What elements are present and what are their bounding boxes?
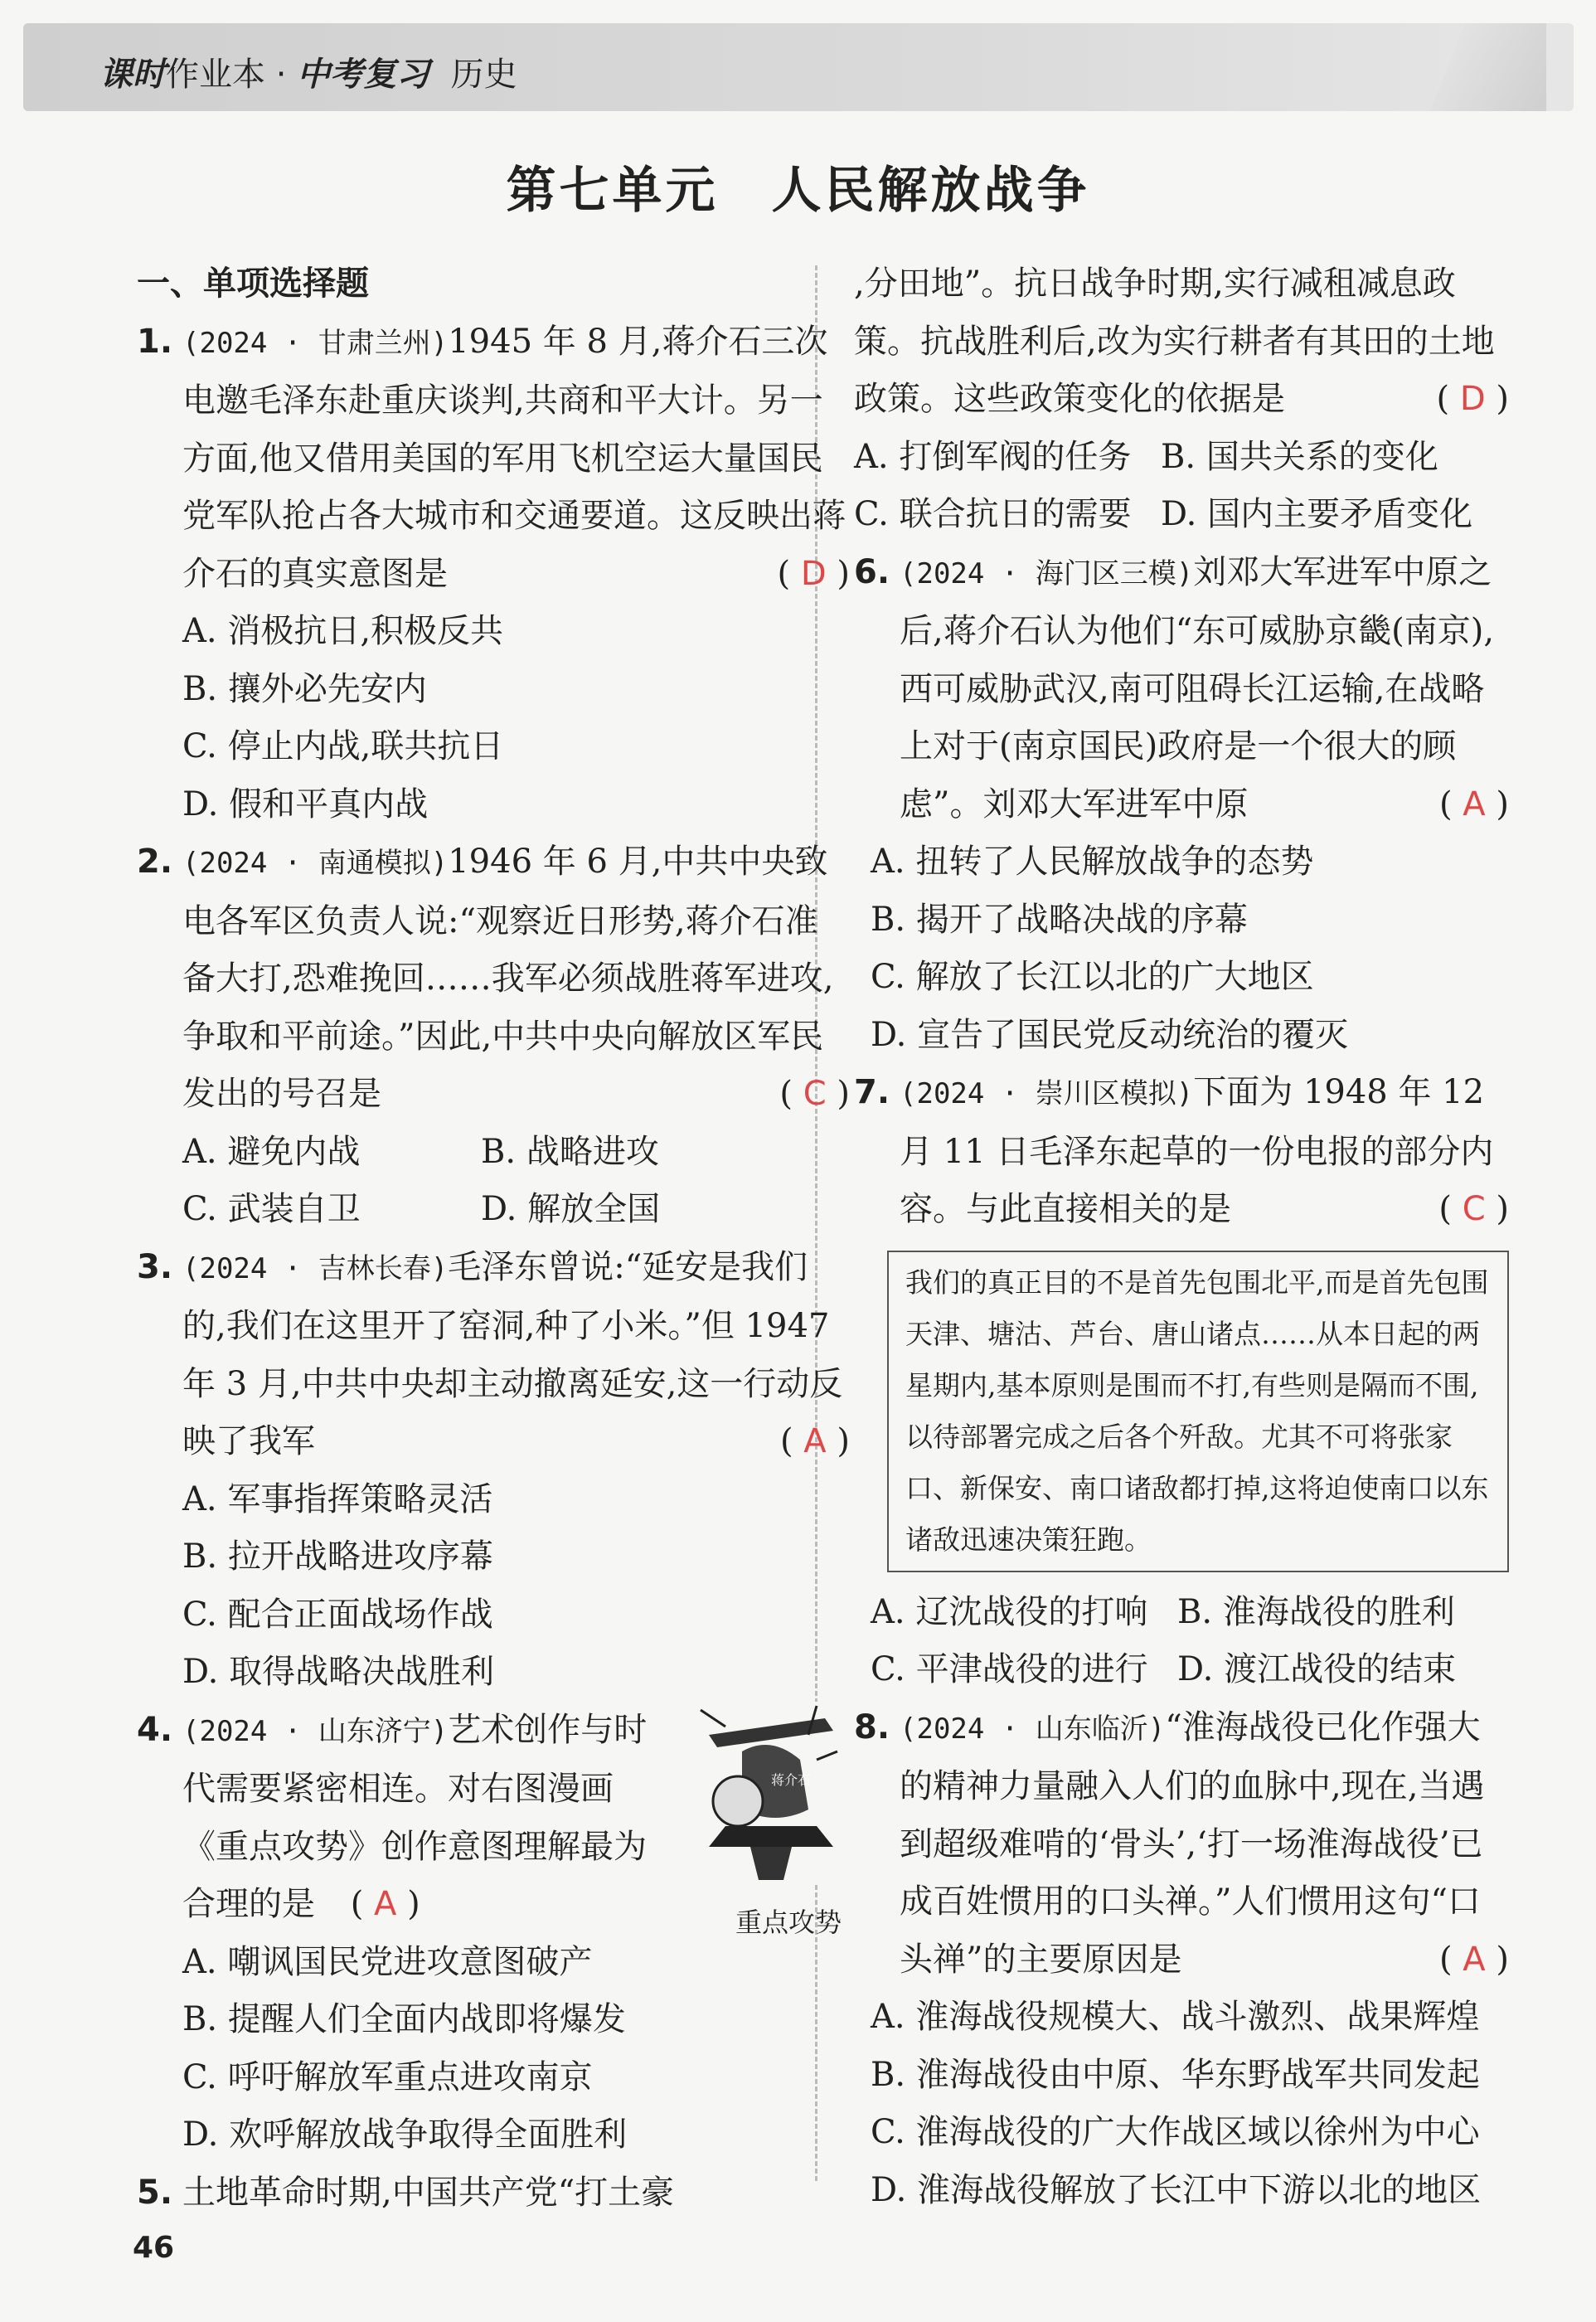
option: B. 国共关系的变化 — [1161, 437, 1438, 476]
answer-letter: A — [1463, 1940, 1486, 1979]
question-source: (2024 · 山东临沂) — [900, 1712, 1166, 1746]
option-row — [854, 486, 1509, 544]
question-text: 下面为 1948 年 12 月 11 日毛泽东起草的一份电报的部分内容。与此直接相关的是 — [900, 1073, 1494, 1228]
option: D. 假和平真内战 — [182, 785, 429, 823]
option: C. 平津战役的进行 — [871, 1650, 1148, 1688]
section-title: 一、单项选择题 — [137, 265, 369, 303]
header-series-rest: 作业本 · — [166, 56, 298, 94]
question-text: 艺术创作与时代需要紧密相连。对右图漫画《重点攻势》创作意图理解最为合理的是 — [182, 1710, 648, 1923]
question-text: “淮海战役已化作强大的精神力量融入人们的血脉中,现在,当遇到超级难啃的‘骨头’,‘打一场淮海战役’已成百姓惯用的口头禅。”人们惯用这句“口头禅”的主要原因是 — [900, 1707, 1485, 1979]
question-6 — [854, 544, 1509, 834]
option: A. 淮海战役规模大、战斗激烈、战果辉煌 — [871, 1998, 1480, 2036]
question-source: (2024 · 海门区三模) — [900, 556, 1194, 590]
cartoon-illustration — [692, 1702, 850, 1884]
question-7 — [854, 1064, 1509, 1239]
option: C. 配合正面战场作战 — [182, 1595, 493, 1634]
option-row — [854, 1641, 1509, 1699]
option: A. 嘲讽国民党进攻意图破产 — [182, 1942, 593, 1981]
answer-letter: A — [803, 1422, 827, 1460]
question-number: 6. — [854, 552, 890, 591]
answer-bracket: ( A ) — [350, 1885, 420, 1923]
question-source: (2024 · 崇川区模拟) — [900, 1077, 1194, 1110]
question-number: 5. — [137, 2173, 173, 2212]
page-number: 46 — [133, 2231, 175, 2265]
question-text: 1946 年 6 月,中共中央致电各军区负责人说:“观察近日形势,蒋介石准备大打,恐难挽回……我军必须战胜蒋军进攻,争取和平前途。”因此,中共中央向解放区军民发出的号召是 — [182, 843, 834, 1113]
question-1 — [137, 313, 850, 604]
option: D. 解放全国 — [481, 1190, 661, 1228]
question-2 — [137, 833, 850, 1124]
option: D. 欢呼解放战争取得全面胜利 — [182, 2116, 628, 2154]
telegram-quote: 我们的真正目的不是首先包围北平,而是首先包围天津、塘沽、芦台、唐山诸点……从本日起的两星期内,基本原则是围而不打,有些则是隔而不围,以待部署完成之后各个歼敌。尤其不可将张家口、新保安、南口诸敌都打掉,这将迫使南口以东诸敌迅速决策狂跑。 — [887, 1251, 1509, 1572]
question-text-part2: ,分田地”。抗日战争时期,实行减租减息政策。抗战胜利后,改为实行耕者有其田的土地政策。这些政策变化的依据是 — [854, 265, 1495, 418]
answer-bracket: ( D ) — [1436, 380, 1509, 418]
option: D. 取得战略决战胜利 — [182, 1653, 495, 1691]
option: A. 打倒军阀的任务 — [854, 437, 1132, 476]
header-subject: 历史 — [450, 56, 517, 94]
question-number: 7. — [854, 1073, 890, 1111]
option-row — [854, 1584, 1509, 1642]
option: D. 渡江战役的结束 — [1177, 1650, 1457, 1688]
unit-title: 第七单元 人民解放战争 — [506, 162, 1090, 220]
option: A. 军事指挥策略灵活 — [182, 1479, 493, 1518]
question-number: 1. — [137, 322, 173, 361]
option-row — [137, 1181, 850, 1239]
option: C. 淮海战役的广大作战区域以徐州为中心 — [871, 2113, 1480, 2151]
option: A. 扭转了人民解放战争的态势 — [871, 843, 1314, 881]
question-number: 3. — [137, 1247, 173, 1286]
option: D. 宣告了国民党反动统治的覆灭 — [871, 1015, 1349, 1054]
cartoon-label: 蒋介石 — [771, 1771, 812, 1788]
answer-letter: D — [800, 554, 827, 593]
option: D. 淮海战役解放了长江中下游以北的地区 — [871, 2170, 1482, 2209]
answer-letter: D — [1459, 380, 1486, 418]
option: B. 战略进攻 — [481, 1132, 659, 1171]
option: A. 消极抗日,积极反共 — [182, 612, 504, 650]
header-series-bold: 课时 — [99, 56, 166, 94]
option: B. 淮海战役由中原、华东野战军共同发起 — [871, 2055, 1480, 2094]
option: B. 拉开战略进攻序幕 — [182, 1537, 493, 1576]
option: C. 呼吁解放军重点进攻南京 — [182, 2057, 593, 2096]
answer-bracket: ( C ) — [1438, 1190, 1509, 1228]
option: C. 解放了长江以北的广大地区 — [871, 958, 1314, 996]
option-row — [854, 429, 1509, 487]
answer-letter: A — [374, 1885, 397, 1923]
question-source: (2024 · 甘肃兰州) — [182, 326, 449, 360]
answer-letter: C — [1462, 1190, 1486, 1228]
option: B. 提醒人们全面内战即将爆发 — [182, 2000, 626, 2038]
question-source: (2024 · 山东济宁) — [182, 1714, 449, 1748]
question-text: 刘邓大军进军中原之后,蒋介石认为他们“东可威胁京畿(南京),西可威胁武汉,南可阻碍长江运输,在战略上对于(南京国民)政府是一个很大的顾虑”。刘邓大军进军中原 — [900, 552, 1495, 823]
question-text: 毛泽东曾说:“延安是我们的,我们在这里开了窑洞,种了小米。”但 1947 年 3 月,中共中央却主动撤离延安,这一行动反映了我军 — [182, 1247, 843, 1460]
question-text: 1945 年 8 月,蒋介石三次电邀毛泽东赴重庆谈判,共商和平大计。另一方面,他又借用美国的军用飞机空运大量国民党军队抢占各大城市和交通要道。这反映出蒋介石的真实意图是 — [182, 322, 846, 593]
option: C. 武装自卫 — [182, 1190, 361, 1228]
left-column — [137, 255, 850, 2222]
option: A. 辽沈战役的打响 — [871, 1592, 1148, 1631]
header-title — [99, 48, 517, 95]
option: D. 国内主要矛盾变化 — [1161, 495, 1473, 533]
option: C. 联合抗日的需要 — [854, 495, 1132, 533]
answer-letter: A — [1463, 785, 1486, 823]
option-row — [137, 1124, 850, 1182]
question-5-start — [137, 2164, 850, 2222]
option: B. 揭开了战略决战的序幕 — [871, 900, 1248, 939]
right-column — [854, 255, 1509, 2219]
option: C. 停止内战,联共抗日 — [182, 727, 504, 765]
answer-letter: C — [803, 1075, 827, 1113]
question-number: 8. — [854, 1707, 890, 1746]
question-number: 4. — [137, 1710, 173, 1749]
option: A. 避免内战 — [182, 1132, 361, 1171]
header-review: 中考复习 — [297, 56, 430, 94]
answer-bracket: ( C ) — [779, 1075, 850, 1113]
answer-bracket: ( A ) — [779, 1422, 850, 1460]
answer-bracket: ( A ) — [1438, 1940, 1509, 1979]
question-number: 2. — [137, 843, 173, 881]
question-text-part1: 土地革命时期,中国共产党“打土豪 — [182, 2173, 675, 2212]
option: B. 攘外必先安内 — [182, 669, 427, 708]
option: B. 淮海战役的胜利 — [1177, 1592, 1455, 1631]
question-4-block — [137, 1702, 850, 1938]
cartoon-caption: 重点攻势 — [735, 1906, 842, 1938]
answer-bracket: ( A ) — [1438, 785, 1509, 823]
question-5-continued — [854, 255, 1509, 429]
question-8 — [854, 1699, 1509, 1989]
question-source: (2024 · 南通模拟) — [182, 847, 449, 880]
question-source: (2024 · 吉林长春) — [182, 1251, 449, 1285]
question-3 — [137, 1239, 850, 1471]
answer-bracket: ( D ) — [777, 554, 850, 593]
